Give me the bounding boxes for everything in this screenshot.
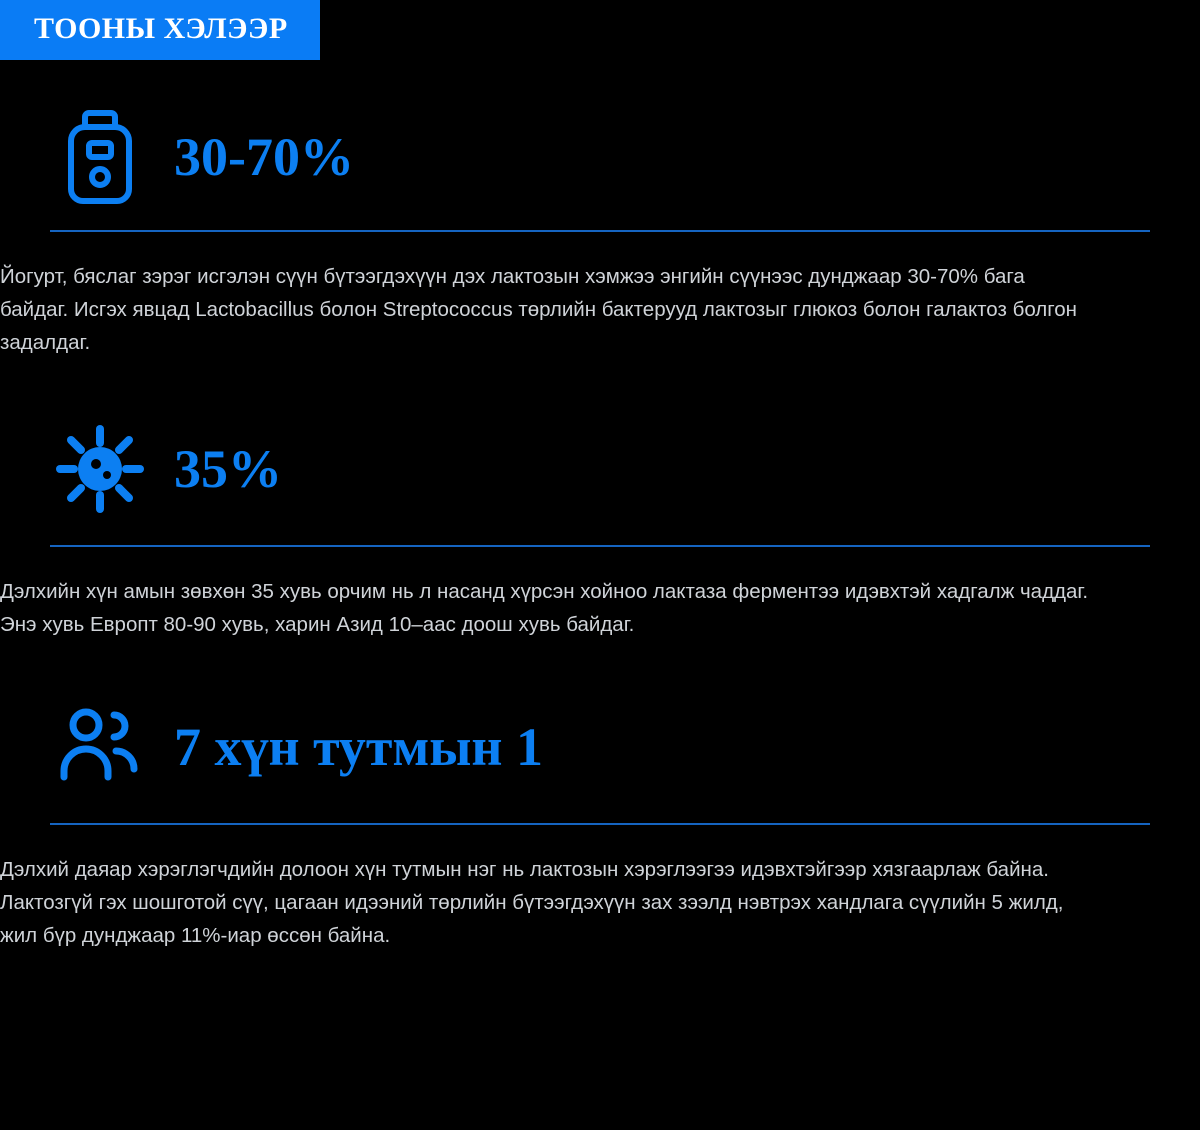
stats-list	[0, 76, 1200, 952]
stat-value: 30-70%	[174, 127, 354, 187]
stat-header	[0, 76, 1200, 230]
section-tag: ТООНЫ ХЭЛЭЭР	[0, 0, 320, 60]
milk-bottle-icon	[52, 107, 148, 207]
stat-description: Дэлхийн хүн амын зөвхөн 35 хувь орчим нь л насанд хүрсэн хойноо лактаза ферментээ идэвхтэй хадгалж чаддаг. Энэ хувь Европт 80-90 хувь, харин Азид 10–аас доош хувь байдаг.	[0, 580, 1089, 636]
microbe-icon	[52, 421, 148, 517]
stat-block	[0, 671, 1200, 952]
stat-header	[0, 393, 1200, 545]
stat-block	[0, 76, 1200, 393]
stat-block	[0, 393, 1200, 671]
stat-value: 35%	[174, 439, 282, 499]
people-icon	[52, 703, 148, 791]
stat-header	[0, 671, 1200, 823]
stat-description: Дэлхий даяар хэрэглэгчдийн долоон хүн тутмын нэг нь лактозын хэрэглээгээ идэвхтэйгээр хязгаарлаж байна. Лактозгүй гэх шошготой сүү, цагаан идээний төрлийн бүтээгдэхүүн зах зээлд нэвтрэх хандлага сүүлийн 5 жилд, жил бүр дунджаар 11%-иар өссөн байна.	[0, 858, 1064, 947]
stat-value: 7 хүн тутмын 1	[174, 717, 544, 777]
stat-description: Йогурт, бяслаг зэрэг исгэлэн сүүн бүтээгдэхүүн дэх лактозын хэмжээ энгийн сүүнээс дунджаар 30-70% бага байдаг. Исгэх явцад Lactobacillus болон Streptococcus төрлийн бактерууд лактозыг глюкоз болон галактоз болгон задалдаг.	[0, 265, 1077, 354]
